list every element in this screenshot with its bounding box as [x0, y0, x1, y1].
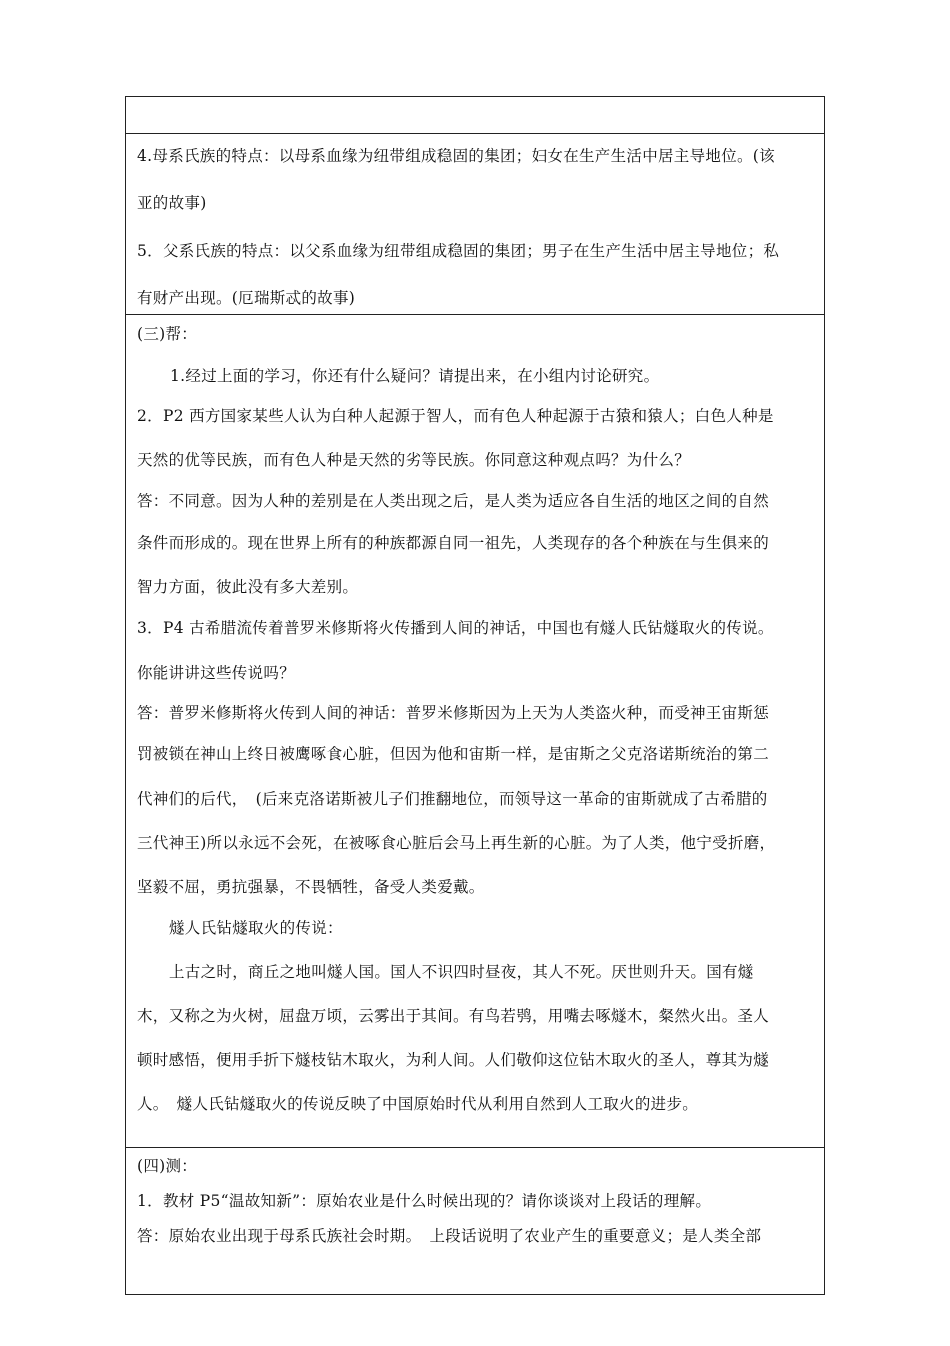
text-line: 你能讲讲这些传说吗？ [137, 664, 296, 682]
section-heading: (三)帮： [137, 325, 198, 343]
text-line: 亚的故事) [137, 194, 207, 212]
text-line: 坚毅不屈，勇抗强暴，不畏牺牲，备受人类爱戴。 [137, 878, 485, 896]
text-line: 1．教材 P5“温故知新”：原始农业是什么时候出现的？请你谈谈对上段话的理解。 [137, 1192, 712, 1210]
clan-features-row [126, 134, 825, 315]
text-line: 上古之时，商丘之地叫燧人国。国人不识四时昼夜，其人不死。厌世则升天。国有燧 [169, 963, 754, 981]
text-line: 木，又称之为火树，屈盘万顷，云雾出于其间。有鸟若鸮，用嘴去啄燧木，粲然火出。圣人 [137, 1007, 770, 1025]
text-line: 天然的优等民族，而有色人种是天然的劣等民族。你同意这种观点吗？为什么？ [137, 451, 691, 469]
text-line: 罚被锁在神山上终日被鹰啄食心脏，但因为他和宙斯一样，是宙斯之父克洛诺斯统治的第二 [137, 745, 770, 763]
text-line: 答：普罗米修斯将火传到人间的神话：普罗米修斯因为上天为人类盗火种，而受神王宙斯惩 [137, 704, 770, 722]
blank-row [126, 97, 825, 134]
clan-features-cell [126, 134, 825, 315]
text-line: 智力方面，彼此没有多大差别。 [137, 578, 359, 596]
blank-cell [126, 97, 825, 134]
text-line: 有财产出现。(厄瑞斯忒的故事) [137, 289, 356, 307]
text-line: 2．P2 西方国家某些人认为白种人起源于智人，而有色人种起源于古猿和猿人；白色人种是 [137, 407, 774, 425]
section-heading: (四)测： [137, 1157, 198, 1175]
section-help-cell [126, 315, 825, 1148]
section-test-cell [126, 1148, 825, 1295]
section-test-row [126, 1148, 825, 1295]
section-help-row [126, 315, 825, 1148]
text-line: 条件而形成的。现在世界上所有的种族都源自同一祖先，人类现存的各个种族在与生俱来的 [137, 534, 770, 552]
text-line: 答：原始农业出现于母系氏族社会时期。 上段话说明了农业产生的重要意义；是人类全部 [137, 1227, 762, 1245]
text-line: 答：不同意。因为人种的差别是在人类出现之后，是人类为适应各自生活的地区之间的自然 [137, 492, 770, 510]
text-line: 人。 燧人氏钻燧取火的传说反映了中国原始时代从利用自然到人工取火的进步。 [137, 1095, 699, 1113]
text-line: 1.经过上面的学习，你还有什么疑问？请提出来，在小组内讨论研究。 [170, 367, 660, 385]
text-line: 顿时感悟，便用手折下燧枝钻木取火，为利人间。人们敬仰这位钻木取火的圣人，尊其为燧 [137, 1051, 770, 1069]
text-line: 燧人氏钻燧取火的传说： [169, 919, 343, 937]
text-line: 5．父系氏族的特点：以父系血缘为纽带组成稳固的集团；男子在生产生活中居主导地位；私 [137, 242, 780, 260]
text-line: 三代神王)所以永远不会死，在被啄食心脏后会马上再生新的心脏。为了人类，他宁受折磨， [137, 834, 776, 852]
text-line: 4.母系氏族的特点：以母系血缘为纽带组成稳固的集团；妇女在生产生活中居主导地位。(该 [137, 147, 775, 165]
lesson-table [125, 96, 825, 1295]
text-line: 代神们的后代， (后来克洛诺斯被儿子们推翻地位，而领导这一革命的宙斯就成了古希腊的 [137, 790, 768, 808]
text-line: 3．P4 古希腊流传着普罗米修斯将火传播到人间的神话，中国也有燧人氏钻燧取火的传说。 [137, 619, 774, 637]
